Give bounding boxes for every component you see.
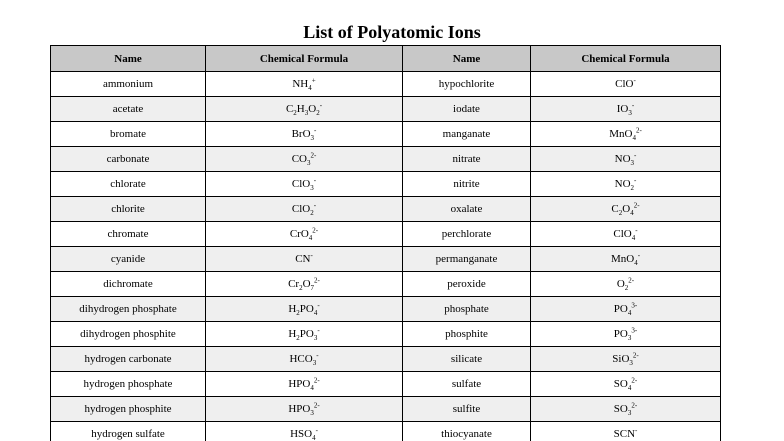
formula-symbol: NH [292, 78, 309, 90]
formula-charge: 2- [632, 351, 639, 360]
ion-name-left: cyanide [51, 247, 206, 272]
formula-subscript: 4 [313, 309, 318, 318]
ion-name-right: manganate [403, 122, 531, 147]
ion-formula-left [206, 347, 403, 372]
ion-name-left: hydrogen phosphate [51, 372, 206, 397]
formula-symbol: O [302, 278, 311, 290]
ion-formula-left [206, 72, 403, 97]
formula-subscript: 4 [308, 234, 313, 243]
formula-charge: + [311, 76, 316, 85]
ion-name-left: hydrogen phosphite [51, 397, 206, 422]
ion-name-right: phosphite [403, 322, 531, 347]
ion-name-left: dihydrogen phosphate [51, 297, 206, 322]
ion-name-right: permanganate [403, 247, 531, 272]
formula-subscript: 3 [306, 159, 311, 168]
formula-symbol: Cr [288, 278, 300, 290]
ion-formula-left [206, 97, 403, 122]
ion-name-right: nitrite [403, 172, 531, 197]
ion-name-right: silicate [403, 347, 531, 372]
formula-charge: - [316, 351, 319, 360]
formula-subscript: 2 [296, 309, 300, 318]
formula-symbol: PO [299, 328, 314, 340]
formula-charge: 2- [635, 126, 642, 135]
formula-subscript: 3 [627, 334, 632, 343]
ion-name-right: nitrate [403, 147, 531, 172]
ion-name-right: iodate [403, 97, 531, 122]
ion-formula-left [206, 372, 403, 397]
ion-formula-right [531, 147, 721, 172]
polyatomic-ions-table [50, 45, 721, 441]
formula-charge: - [635, 226, 638, 235]
ion-name-left: ammonium [51, 72, 206, 97]
header-name-left: Name [51, 46, 206, 72]
formula-charge: 2- [633, 201, 640, 210]
ion-name-right: phosphate [403, 297, 531, 322]
formula-charge: - [633, 76, 636, 85]
formula-charge: 2- [314, 276, 320, 285]
formula-subscript: 4 [308, 84, 312, 93]
formula-subscript: 2 [618, 209, 623, 218]
table-row [51, 72, 721, 97]
table-row [51, 147, 721, 172]
formula-charge: - [634, 176, 637, 185]
formula-symbol: CO [291, 153, 307, 165]
ion-formula-left [206, 147, 403, 172]
formula-charge: 3- [631, 301, 638, 310]
formula-charge: 2- [313, 401, 320, 410]
table-row [51, 322, 721, 347]
formula-charge: - [637, 251, 641, 260]
formula-subscript: 4 [632, 134, 636, 143]
formula-subscript: 4 [631, 234, 636, 243]
formula-symbol: H [296, 103, 305, 115]
formula-symbol: C [285, 103, 294, 115]
ion-formula-left [206, 397, 403, 422]
formula-subscript: 2 [316, 109, 320, 118]
header-formula-right: Chemical Formula [531, 46, 721, 72]
ion-formula-left [206, 172, 403, 197]
ion-name-left: chromate [51, 222, 206, 247]
table-row [51, 172, 721, 197]
table-row [51, 347, 721, 372]
formula-subscript: 4 [627, 384, 632, 393]
formula-symbol: CN [295, 253, 311, 265]
ion-name-left: bromate [51, 122, 206, 147]
formula-charge: - [313, 176, 317, 185]
ion-formula-left [206, 297, 403, 322]
formula-charge: - [317, 301, 320, 310]
formula-subscript: 2 [310, 209, 314, 218]
formula-symbol: HPO [288, 378, 311, 390]
formula-subscript: 2 [624, 284, 629, 293]
ion-formula-left [206, 197, 403, 222]
formula-subscript: 3 [630, 159, 635, 168]
table-row [51, 272, 721, 297]
formula-symbol: O [616, 278, 625, 290]
ion-name-left: chlorate [51, 172, 206, 197]
ion-formula-left [206, 222, 403, 247]
table-row [51, 422, 721, 441]
formula-subscript: 2 [630, 184, 635, 193]
page-title: List of Polyatomic Ions [303, 22, 481, 42]
formula-subscript: 3 [304, 109, 309, 118]
table-row [51, 197, 721, 222]
formula-symbol: PO [613, 303, 628, 315]
ion-name-right: hypochlorite [403, 72, 531, 97]
header-formula-left: Chemical Formula [206, 46, 403, 72]
ion-name-right: peroxide [403, 272, 531, 297]
formula-subscript: 4 [627, 309, 632, 318]
formula-symbol: ClO [291, 203, 311, 215]
ion-formula-right [531, 122, 721, 147]
ion-formula-left [206, 322, 403, 347]
ion-formula-left [206, 247, 403, 272]
table-header-row [51, 46, 721, 72]
formula-symbol: CrO [289, 228, 309, 240]
table-row [51, 222, 721, 247]
ion-formula-left [206, 272, 403, 297]
ion-name-right: sulfate [403, 372, 531, 397]
ion-name-left: dihydrogen phosphite [51, 322, 206, 347]
ion-formula-right [531, 72, 721, 97]
formula-symbol: IO [616, 103, 629, 115]
ion-name-right: oxalate [403, 197, 531, 222]
formula-subscript: 4 [630, 209, 634, 218]
header-name-right: Name [403, 46, 531, 72]
formula-symbol: SO [613, 378, 628, 390]
ion-formula-right [531, 272, 721, 297]
formula-subscript: 3 [310, 184, 314, 193]
formula-symbol: PO [299, 303, 314, 315]
ion-name-left: chlorite [51, 197, 206, 222]
formula-symbol: O [622, 203, 631, 215]
formula-charge: 2- [310, 151, 317, 160]
formula-charge: 2- [631, 401, 638, 410]
formula-subscript: 2 [296, 334, 300, 343]
formula-charge: 2- [628, 276, 635, 285]
table-row [51, 297, 721, 322]
formula-symbol: HPO [288, 403, 311, 415]
ion-name-right: thiocyanate [403, 422, 531, 441]
formula-charge: - [319, 101, 323, 110]
formula-symbol: SiO [612, 353, 630, 365]
formula-symbol: C [611, 203, 619, 215]
formula-symbol: ClO [615, 78, 634, 90]
formula-charge: - [313, 201, 317, 210]
ion-formula-right [531, 372, 721, 397]
formula-symbol: NO [614, 178, 631, 190]
ion-formula-right [531, 222, 721, 247]
formula-symbol: SCN [613, 428, 636, 440]
formula-symbol: PO [613, 328, 628, 340]
ion-formula-left [206, 122, 403, 147]
ion-name-left: carbonate [51, 147, 206, 172]
formula-subscript: 3 [310, 134, 315, 143]
formula-symbol: ClO [613, 228, 632, 240]
formula-symbol: BrO [291, 128, 311, 140]
formula-symbol: ClO [291, 178, 311, 190]
formula-subscript: 3 [629, 359, 633, 368]
ion-formula-left [206, 422, 403, 441]
formula-subscript: 3 [628, 109, 632, 118]
ion-name-left: hydrogen carbonate [51, 347, 206, 372]
formula-subscript: 3 [310, 409, 314, 418]
formula-charge: - [314, 126, 317, 135]
ion-formula-right [531, 422, 721, 441]
formula-charge: 2- [313, 376, 320, 385]
formula-charge: - [634, 151, 637, 160]
formula-subscript: 4 [312, 434, 316, 441]
formula-charge: - [631, 101, 635, 110]
formula-symbol: NO [614, 153, 631, 165]
table-body [51, 72, 721, 441]
formula-charge: - [315, 426, 318, 435]
table-row [51, 397, 721, 422]
formula-subscript: 4 [310, 384, 314, 393]
formula-subscript: 3 [313, 334, 318, 343]
ion-name-right: perchlorate [403, 222, 531, 247]
ion-formula-right [531, 322, 721, 347]
table-row [51, 372, 721, 397]
ion-formula-right [531, 347, 721, 372]
formula-symbol: MnO [609, 128, 633, 140]
ion-formula-right [531, 97, 721, 122]
formula-subscript: 2 [299, 284, 303, 293]
formula-subscript: 2 [293, 109, 297, 118]
formula-charge: - [317, 326, 320, 335]
ion-name-left: hydrogen sulfate [51, 422, 206, 441]
formula-charge: 2- [312, 226, 319, 235]
formula-symbol: H [288, 303, 297, 315]
formula-charge: - [310, 251, 313, 260]
ion-name-left: dichromate [51, 272, 206, 297]
formula-symbol: HCO [289, 353, 313, 365]
formula-subscript: 7 [310, 284, 315, 293]
ion-formula-right [531, 297, 721, 322]
ion-formula-right [531, 247, 721, 272]
formula-subscript: 3 [312, 359, 317, 368]
formula-symbol: H [288, 328, 297, 340]
table-row [51, 97, 721, 122]
formula-subscript: 4 [634, 259, 638, 268]
formula-subscript: 3 [627, 409, 632, 418]
formula-symbol: MnO [610, 253, 635, 265]
ion-name-right: sulfite [403, 397, 531, 422]
formula-charge: - [635, 426, 638, 435]
ion-formula-right [531, 197, 721, 222]
formula-symbol: HSO [290, 428, 313, 440]
ion-formula-right [531, 172, 721, 197]
ion-name-left: acetate [51, 97, 206, 122]
ion-formula-right [531, 397, 721, 422]
table-row [51, 122, 721, 147]
formula-charge: 2- [631, 376, 638, 385]
table-row [51, 247, 721, 272]
formula-symbol: O [308, 103, 317, 115]
formula-charge: 3- [631, 326, 638, 335]
formula-symbol: SO [613, 403, 628, 415]
